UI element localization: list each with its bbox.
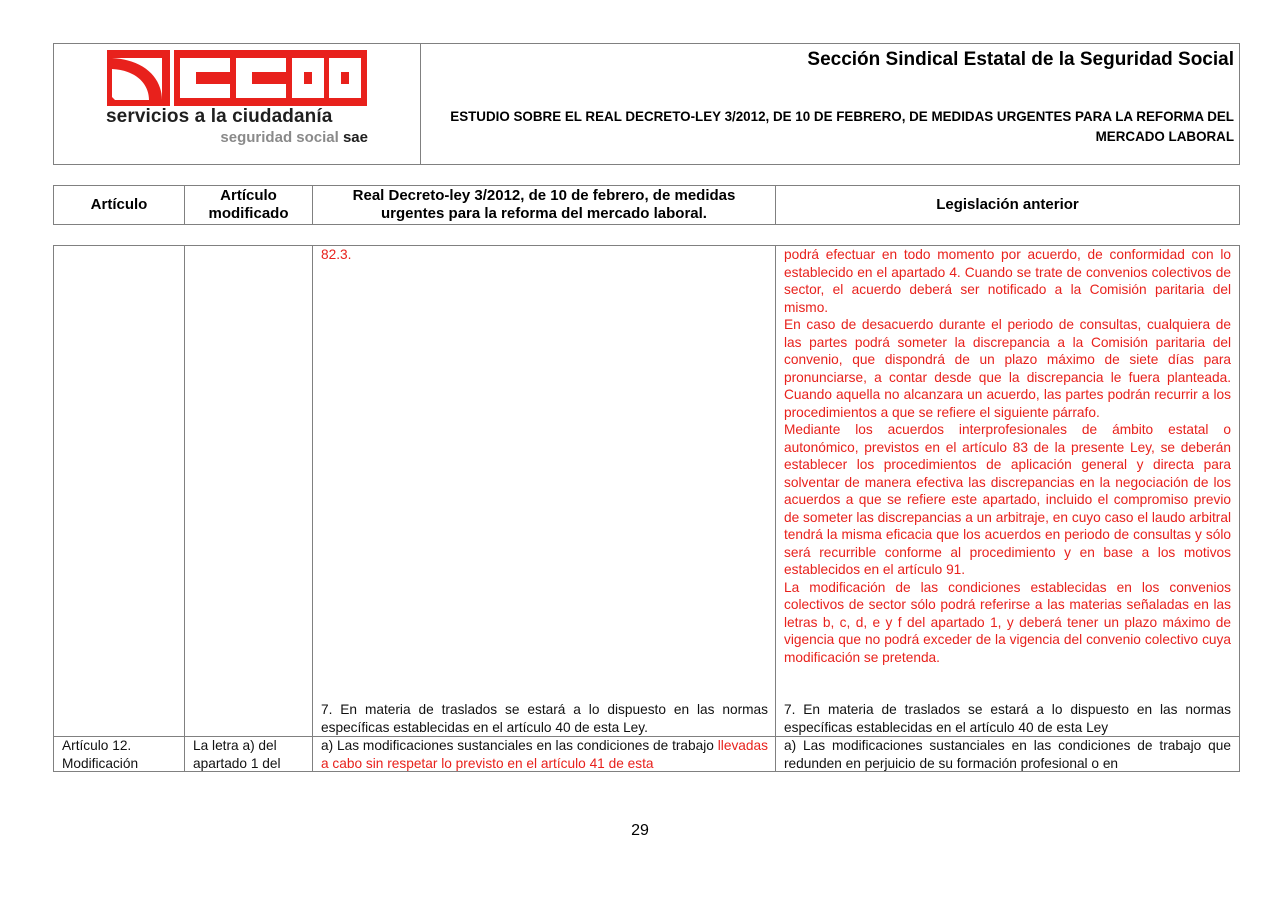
row2-articulo: Artículo 12. Modificación bbox=[62, 738, 139, 771]
row1-rd-traslados: 7. En materia de traslados se estará a lo dispuesto en las normas específicas establecidas en el artículo 40 de esta Ley. bbox=[321, 702, 768, 735]
row2-real-decreto bbox=[321, 737, 768, 772]
row1-prev-paragraph: Mediante los acuerdos interprofesionales de ámbito estatal o autonómico, previstos en el artículo 83 de la presente Ley, se deberán establecer los procedimientos de aplicación general y directa para solventar de manera efectiva las discrepancias en la negociación de los acuerdos a que se refiere este apartado, incluido el compromiso previo de someter las discrepancias a un arbitraje, en cuyo caso el laudo arbitral tendrá la misma eficacia que los acuerdos en periodo de consultas y sólo será recurrible conforme al procedimiento y en base a los motivos establecidos en el artículo 91. bbox=[784, 422, 1231, 577]
page-subtitle: ESTUDIO SOBRE EL REAL DECRETO-LEY 3/2012, DE 10 DE FEBRERO, DE MEDIDAS URGENTES PARA LA REFORMA DEL MERCADO LABORAL bbox=[450, 109, 1234, 144]
row2-rd-text-red: llevadas a cabo sin respetar lo previsto en el artículo 41 de esta bbox=[321, 738, 768, 771]
row2-articulo-modificado: La letra a) del apartado 1 del bbox=[193, 738, 281, 771]
row1-prev-paragraph: En caso de desacuerdo durante el periodo de consultas, cualquiera de las partes podrá someter la discrepancia a la Comisión paritaria del convenio, que dispondrá de un plazo máximo de siete días para pronunciarse, a contar desde que la discrepancia le fuera planteada. Cuando aquella no alcanzara un acuerdo, las partes podrán recurrir a los procedimientos a que se refiere el siguiente párrafo. bbox=[784, 317, 1231, 420]
body-col-divider-2 bbox=[312, 245, 313, 772]
logo-tagline: servicios a la ciudadanía bbox=[106, 106, 333, 127]
row1-prev-paragraph: podrá efectuar en todo momento por acuerdo, de conformidad con lo establecido en el apartado 4. Cuando se trate de convenios colectivos de sector, el acuerdo deberá ser notificado a la Comisión paritaria del mismo. bbox=[784, 247, 1231, 315]
row2-rd-text: a) Las modificaciones sustanciales en las condiciones de trabajo bbox=[321, 738, 714, 753]
body-col-divider-3 bbox=[775, 245, 776, 772]
row1-prev-paragraph: La modificación de las condiciones establecidas en los convenios colectivos de sector sólo podrá referirse a las materias señaladas en las letras b, c, d, e y f del apartado 1, y deberá tener un plazo máximo de vigencia que no podrá exceder de la vigencia del convenio colectivo cuya modificación se pretenda. bbox=[784, 579, 1231, 665]
column-header-real-decreto: Real Decreto-ley 3/2012, de 10 de febrero, de medidas urgentes para la reforma del mercado laboral. bbox=[352, 187, 736, 222]
row1-previous-legislation bbox=[784, 246, 1231, 666]
row2-previous-legislation: a) Las modificaciones sustanciales en las condiciones de trabajo que redunden en perjuicio de su formación profesional o en bbox=[784, 738, 1231, 771]
logo-subtagline-suffix: sae bbox=[342, 129, 368, 146]
header-divider bbox=[420, 43, 421, 165]
row1-prev-traslados: 7. En materia de traslados se estará a lo dispuesto en las normas específicas establecidas en el artículo 40 de esta Ley bbox=[784, 702, 1231, 735]
logo-subtagline-main: seguridad social bbox=[220, 129, 339, 146]
column-header-articulo-modificado: Artículo modificado bbox=[208, 187, 289, 222]
column-header-legislacion-anterior: Legislación anterior bbox=[936, 196, 1079, 213]
page-number: 29 bbox=[631, 822, 649, 839]
page-title: Sección Sindical Estatal de la Seguridad Social bbox=[807, 49, 1234, 70]
column-header-articulo: Artículo bbox=[90, 196, 148, 213]
ccoo-logo-icon bbox=[107, 50, 367, 106]
ccoo-logo bbox=[54, 44, 420, 164]
body-col-divider-1 bbox=[184, 245, 185, 772]
row1-rd-reference: 82.3. bbox=[321, 247, 352, 262]
logo-subtagline bbox=[220, 129, 368, 146]
